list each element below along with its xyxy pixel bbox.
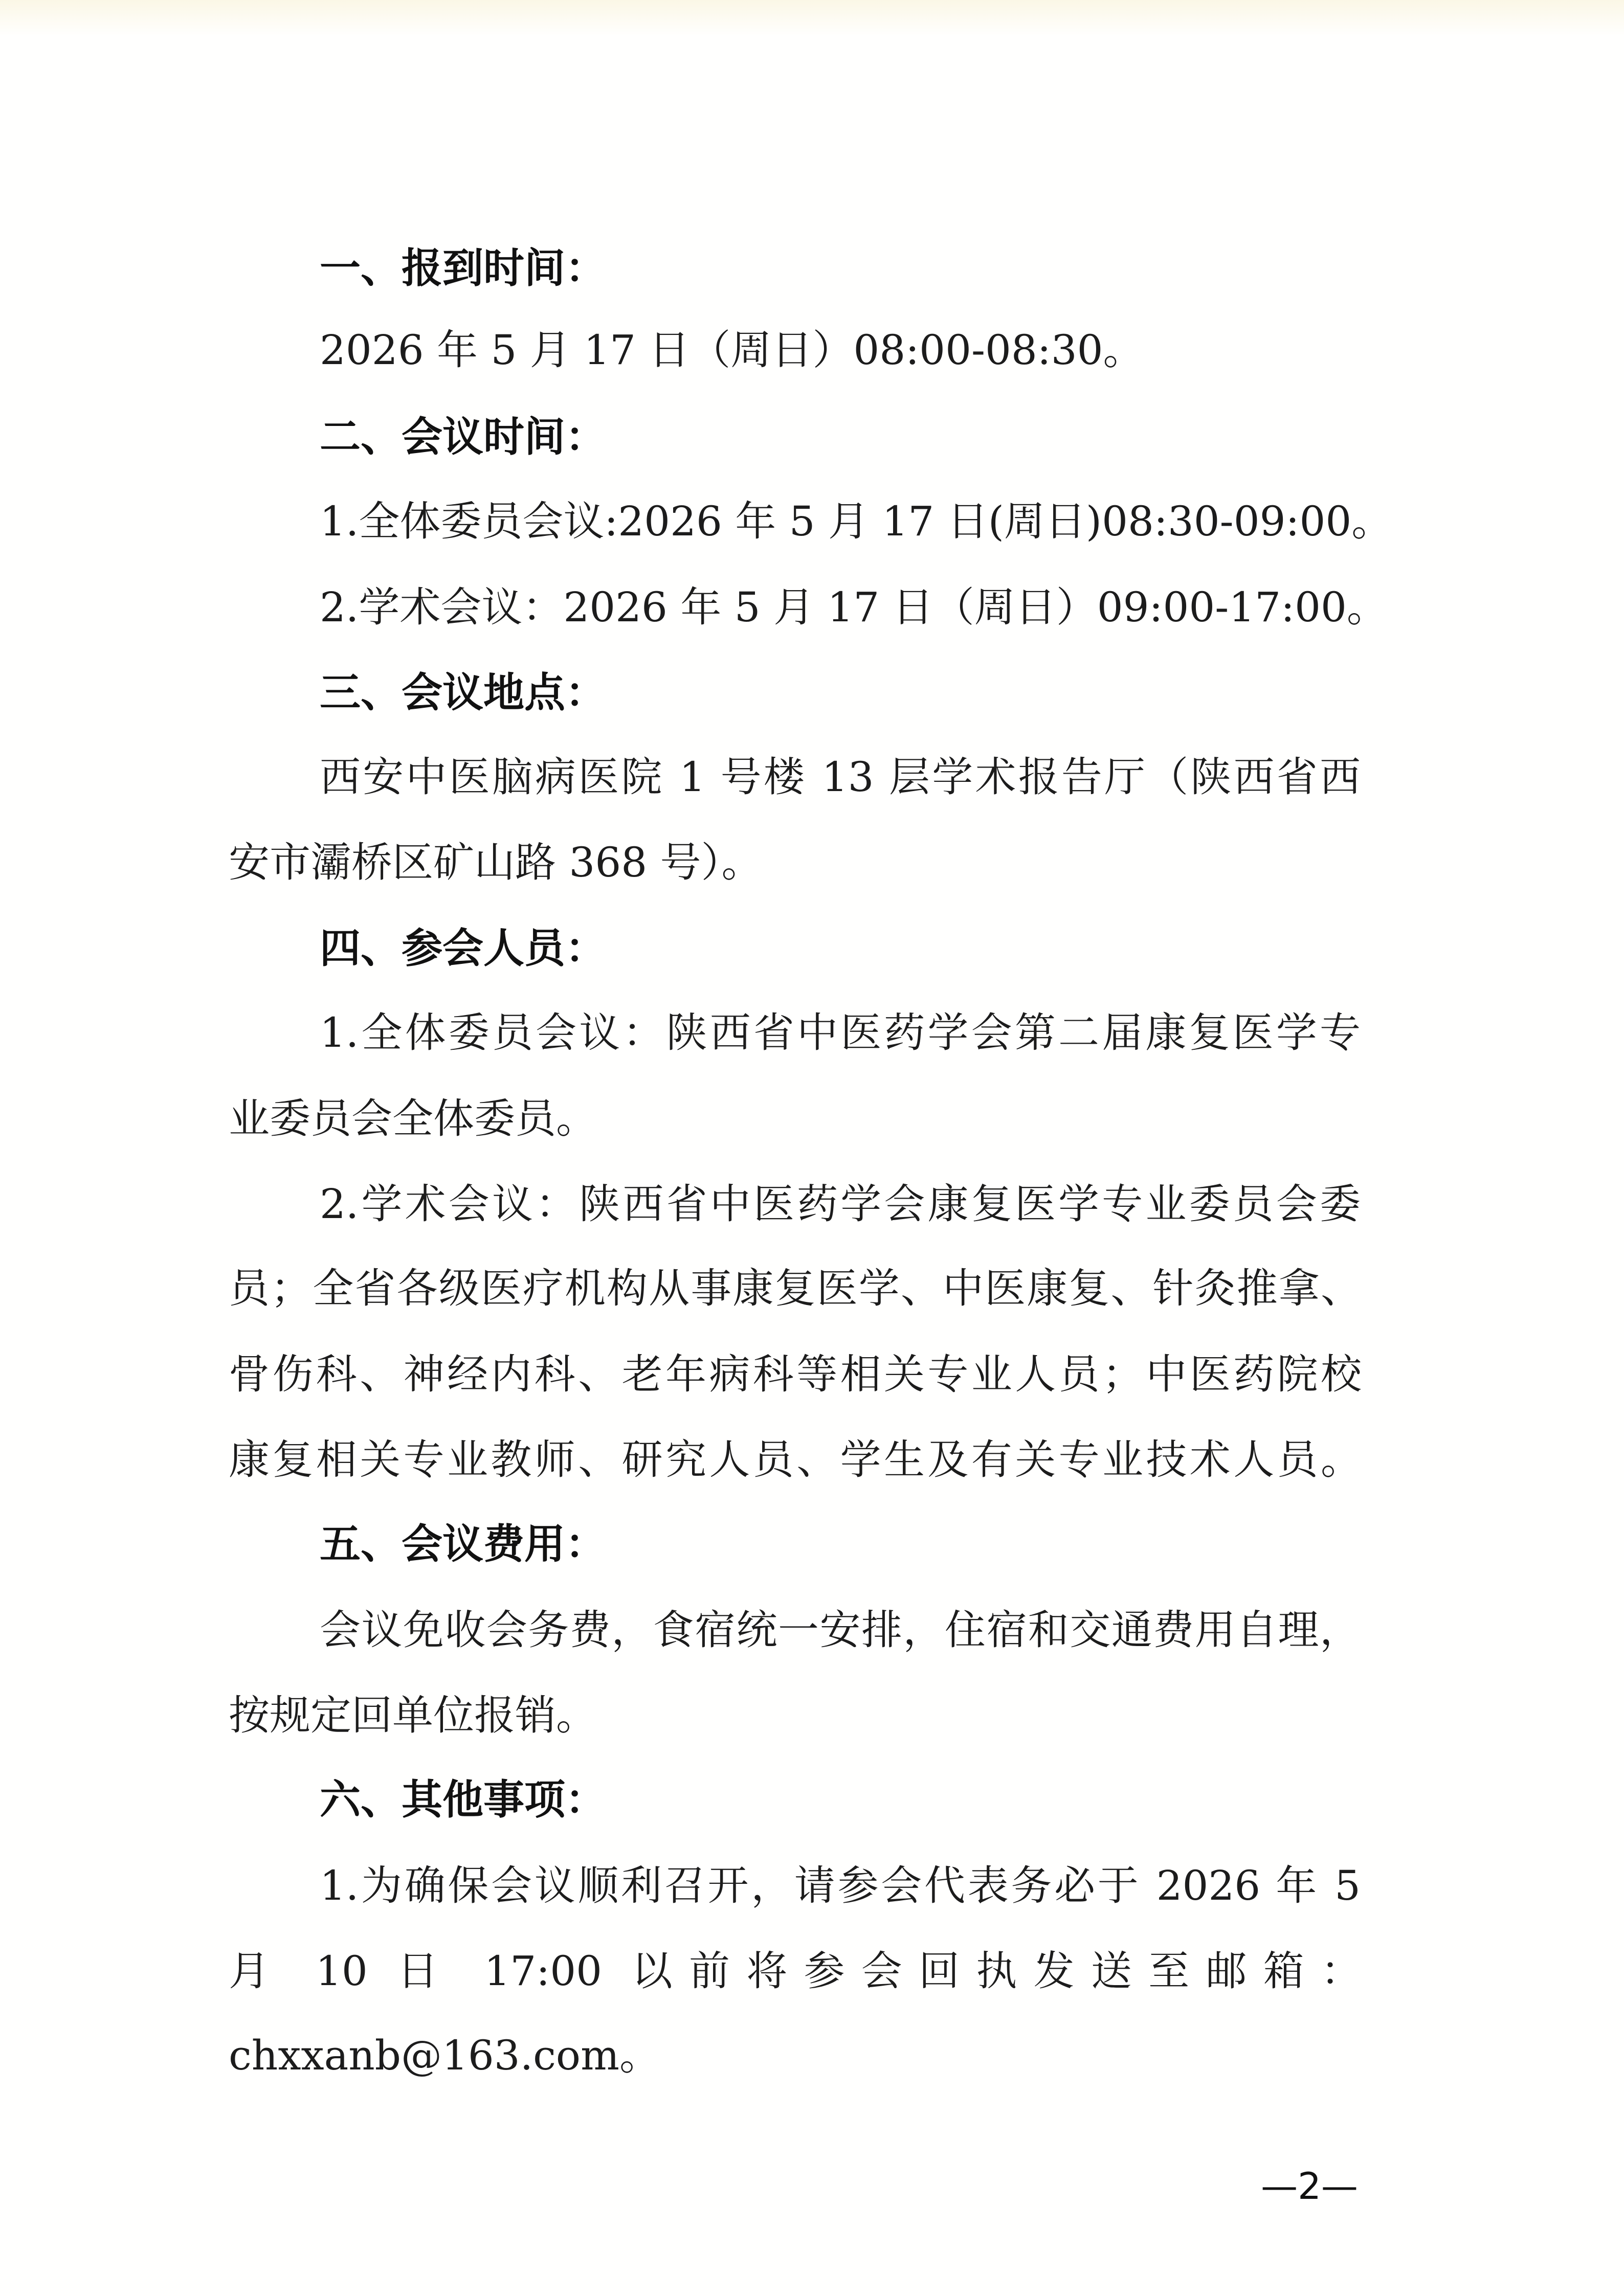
attendees-item-1-line-1: 1.全体委员会议：陕西省中医药学会第二届康复医学专 bbox=[320, 1009, 1361, 1056]
attendees-item-2-line-2: 员；全省各级医疗机构从事康复医学、中医康复、针灸推拿、 bbox=[229, 1265, 1362, 1312]
attendees-item-2-line-4: 康复相关专业教师、研究人员、学生及有关专业技术人员。 bbox=[229, 1436, 1362, 1483]
meeting-location-line-1: 西安中医脑病医院 1 号楼 13 层学术报告厅（陕西省西 bbox=[320, 753, 1361, 801]
section-heading-meeting-fees: 五、会议费用： bbox=[320, 1520, 606, 1568]
section-heading-attendees: 四、参会人员： bbox=[320, 925, 606, 972]
other-matters-item-1-line-2: 月 10 日 17:00 以前将参会回执发送至邮箱： bbox=[229, 1947, 1362, 1995]
other-matters-item-1-line-1: 1.为确保会议顺利召开，请参会代表务必于 2026 年 5 bbox=[320, 1862, 1361, 1909]
section-heading-meeting-time: 二、会议时间： bbox=[320, 413, 606, 461]
section-heading-other-matters: 六、其他事项： bbox=[320, 1776, 606, 1824]
attendees-item-2-line-3: 骨伤科、神经内科、老年病科等相关专业人员；中医药院校 bbox=[229, 1350, 1362, 1398]
meeting-fees-line-1: 会议免收会务费，食宿统一安排，住宿和交通费用自理， bbox=[320, 1606, 1361, 1654]
meeting-time-item-2: 2.学术会议：2026 年 5 月 17 日（周日）09:00-17:00。 bbox=[320, 583, 1388, 631]
attendees-item-1-line-2: 业委员会全体委员。 bbox=[229, 1095, 597, 1142]
attendees-item-2-line-1: 2.学术会议：陕西省中医药学会康复医学专业委员会委 bbox=[320, 1180, 1361, 1228]
registration-time-text: 2026 年 5 月 17 日（周日）08:00-08:30。 bbox=[320, 326, 1144, 374]
page-number: —2— bbox=[1261, 2165, 1358, 2208]
section-heading-registration-time: 一、报到时间： bbox=[320, 244, 606, 292]
contact-email: chxxanb@163.com。 bbox=[229, 2032, 660, 2079]
meeting-fees-line-2: 按规定回单位报销。 bbox=[229, 1692, 597, 1739]
scan-edge bbox=[0, 0, 1624, 36]
meeting-location-line-2: 安市灞桥区矿山路 368 号）。 bbox=[229, 839, 763, 886]
section-heading-meeting-location: 三、会议地点： bbox=[320, 669, 606, 716]
meeting-time-item-1: 1.全体委员会议:2026 年 5 月 17 日(周日)08:30-09:00。 bbox=[320, 498, 1393, 545]
